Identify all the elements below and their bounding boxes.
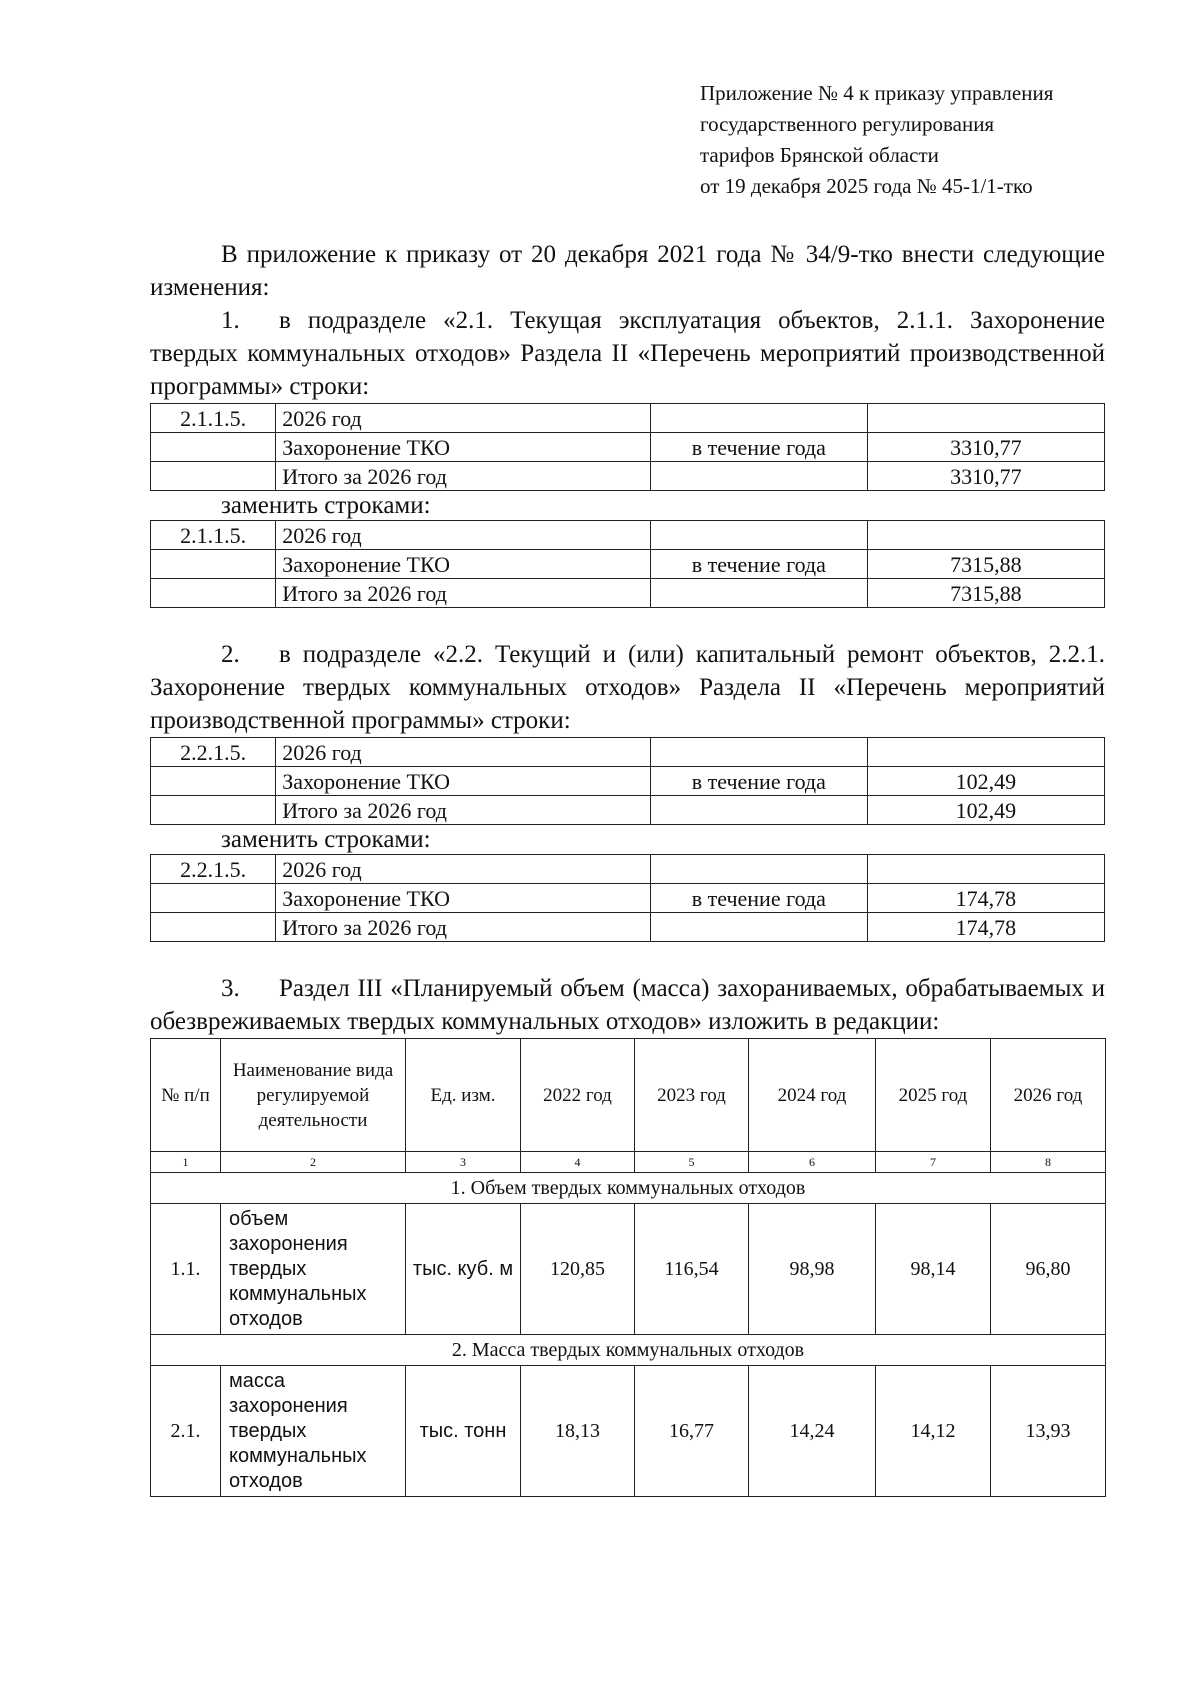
row-name: Захоронение ТКО — [276, 884, 651, 913]
item-3-text: Раздел III «Планируемый объем (масса) захораниваемых, обрабатываемых и обезвреживаемых твердых коммунальных отходов» изложить в редакции: — [150, 975, 1105, 1035]
row-activity: объем захоронения твердых коммунальных отходов — [221, 1204, 406, 1335]
row-value: 102,49 — [867, 796, 1104, 825]
table-row — [151, 579, 1105, 608]
section-row — [151, 1335, 1106, 1366]
row-value: 14,12 — [876, 1366, 991, 1497]
row-name: 2026 год — [276, 404, 651, 433]
document-body — [150, 238, 1105, 1497]
row-unit: тыс. тонн — [406, 1366, 521, 1497]
row-value: 14,24 — [749, 1366, 876, 1497]
row-value: 174,78 — [867, 884, 1104, 913]
row-code: 2.1.1.5. — [151, 404, 276, 433]
header-line-1: Приложение № 4 к приказу управления — [700, 81, 1054, 105]
item-1-new-rows-table — [150, 520, 1105, 608]
header-year: 2023 год — [635, 1039, 749, 1152]
replace-label: заменить строками: — [221, 492, 431, 519]
row-value: 18,13 — [521, 1366, 635, 1497]
column-index: 8 — [991, 1152, 1106, 1173]
row-value: 7315,88 — [867, 550, 1104, 579]
row-name: 2026 год — [276, 521, 651, 550]
row-value — [867, 855, 1104, 884]
table-row — [151, 767, 1105, 796]
row-code — [151, 433, 276, 462]
row-period — [650, 738, 867, 767]
column-index: 2 — [221, 1152, 406, 1173]
row-period — [650, 404, 867, 433]
header-unit: Ед. изм. — [406, 1039, 521, 1152]
row-value — [867, 738, 1104, 767]
item-2-number: 2. — [221, 641, 240, 668]
row-name: Итого за 2026 год — [276, 796, 651, 825]
row-value: 116,54 — [635, 1204, 749, 1335]
row-code: 2.2.1.5. — [151, 738, 276, 767]
row-value: 102,49 — [867, 767, 1104, 796]
column-index: 3 — [406, 1152, 521, 1173]
row-code — [151, 767, 276, 796]
row-period: в течение года — [650, 550, 867, 579]
row-period — [650, 913, 867, 942]
row-value: 3310,77 — [867, 433, 1104, 462]
row-period — [650, 855, 867, 884]
item-2-text: в подразделе «2.2. Текущий и (или) капитальный ремонт объектов, 2.2.1. Захоронение твердых коммунальных отходов» Раздела II «Перечень мероприятий производственной программы» строки: — [150, 641, 1105, 734]
row-code — [151, 796, 276, 825]
table-row — [151, 855, 1105, 884]
row-period — [650, 796, 867, 825]
row-period — [650, 579, 867, 608]
row-name: Итого за 2026 год — [276, 462, 651, 491]
header-activity: Наименование вида регулируемой деятельности — [221, 1039, 406, 1152]
item-2-paragraph — [150, 638, 1105, 737]
table-row — [151, 462, 1105, 491]
row-code — [151, 913, 276, 942]
column-index: 5 — [635, 1152, 749, 1173]
row-value: 13,93 — [991, 1366, 1106, 1497]
row-period — [650, 462, 867, 491]
header-line-2: государственного регулирования — [700, 112, 995, 136]
row-name: 2026 год — [276, 738, 651, 767]
table-row — [151, 433, 1105, 462]
section-row — [151, 1173, 1106, 1204]
table-row — [151, 521, 1105, 550]
row-value: 120,85 — [521, 1204, 635, 1335]
column-index: 6 — [749, 1152, 876, 1173]
row-value: 174,78 — [867, 913, 1104, 942]
row-code: 2.1.1.5. — [151, 521, 276, 550]
item-1-paragraph — [150, 304, 1105, 403]
header-year: 2022 год — [521, 1039, 635, 1152]
table-row — [151, 550, 1105, 579]
row-name: 2026 год — [276, 855, 651, 884]
header-line-4: от 19 декабря 2025 года № 45-1/1-тко — [700, 174, 1033, 198]
column-index: 1 — [151, 1152, 221, 1173]
section-title: 1. Объем твердых коммунальных отходов — [151, 1173, 1106, 1204]
section-title: 2. Масса твердых коммунальных отходов — [151, 1335, 1106, 1366]
row-name: Итого за 2026 год — [276, 579, 651, 608]
item-3-number: 3. — [221, 975, 240, 1002]
header-year: 2024 год — [749, 1039, 876, 1152]
column-index-row — [151, 1152, 1106, 1173]
row-number: 2.1. — [151, 1366, 221, 1497]
item-3-paragraph — [150, 972, 1105, 1038]
table-row — [151, 1366, 1106, 1497]
row-value: 98,14 — [876, 1204, 991, 1335]
row-period: в течение года — [650, 767, 867, 796]
row-name: Захоронение ТКО — [276, 767, 651, 796]
row-number: 1.1. — [151, 1204, 221, 1335]
table-row — [151, 913, 1105, 942]
header-year: 2025 год — [876, 1039, 991, 1152]
header-line-3: тарифов Брянской области — [700, 143, 939, 167]
row-value — [867, 404, 1104, 433]
row-code — [151, 579, 276, 608]
row-period — [650, 521, 867, 550]
row-name: Захоронение ТКО — [276, 550, 651, 579]
row-name: Захоронение ТКО — [276, 433, 651, 462]
row-code: 2.2.1.5. — [151, 855, 276, 884]
waste-volume-table — [150, 1038, 1106, 1497]
intro-text: В приложение к приказу от 20 декабря 2021 года № 34/9-тко внести следующие изменения: — [150, 241, 1105, 301]
table-header-row — [151, 1039, 1106, 1152]
table-row — [151, 884, 1105, 913]
header-year: 2026 год — [991, 1039, 1106, 1152]
table-row — [151, 738, 1105, 767]
table-row — [151, 1204, 1106, 1335]
row-value: 3310,77 — [867, 462, 1104, 491]
replace-label: заменить строками: — [221, 826, 431, 853]
document-header — [700, 78, 1120, 202]
row-activity: масса захоронения твердых коммунальных отходов — [221, 1366, 406, 1497]
item-2-new-rows-table — [150, 854, 1105, 942]
row-code — [151, 550, 276, 579]
row-value: 96,80 — [991, 1204, 1106, 1335]
item-1-old-rows-table — [150, 403, 1105, 491]
header-number: № п/п — [151, 1039, 221, 1152]
item-2-old-rows-table — [150, 737, 1105, 825]
table-row — [151, 796, 1105, 825]
intro-paragraph — [150, 238, 1105, 304]
row-period: в течение года — [650, 433, 867, 462]
row-value: 7315,88 — [867, 579, 1104, 608]
row-value — [867, 521, 1104, 550]
row-unit: тыс. куб. м — [406, 1204, 521, 1335]
table-row — [151, 404, 1105, 433]
row-period: в течение года — [650, 884, 867, 913]
row-value: 98,98 — [749, 1204, 876, 1335]
column-index: 4 — [521, 1152, 635, 1173]
item-1-number: 1. — [221, 307, 240, 334]
column-index: 7 — [876, 1152, 991, 1173]
row-value: 16,77 — [635, 1366, 749, 1497]
item-1-text: в подразделе «2.1. Текущая эксплуатация объектов, 2.1.1. Захоронение твердых коммунальных отходов» Раздела II «Перечень мероприятий производственной программы» строки: — [150, 307, 1105, 400]
row-name: Итого за 2026 год — [276, 913, 651, 942]
row-code — [151, 884, 276, 913]
row-code — [151, 462, 276, 491]
